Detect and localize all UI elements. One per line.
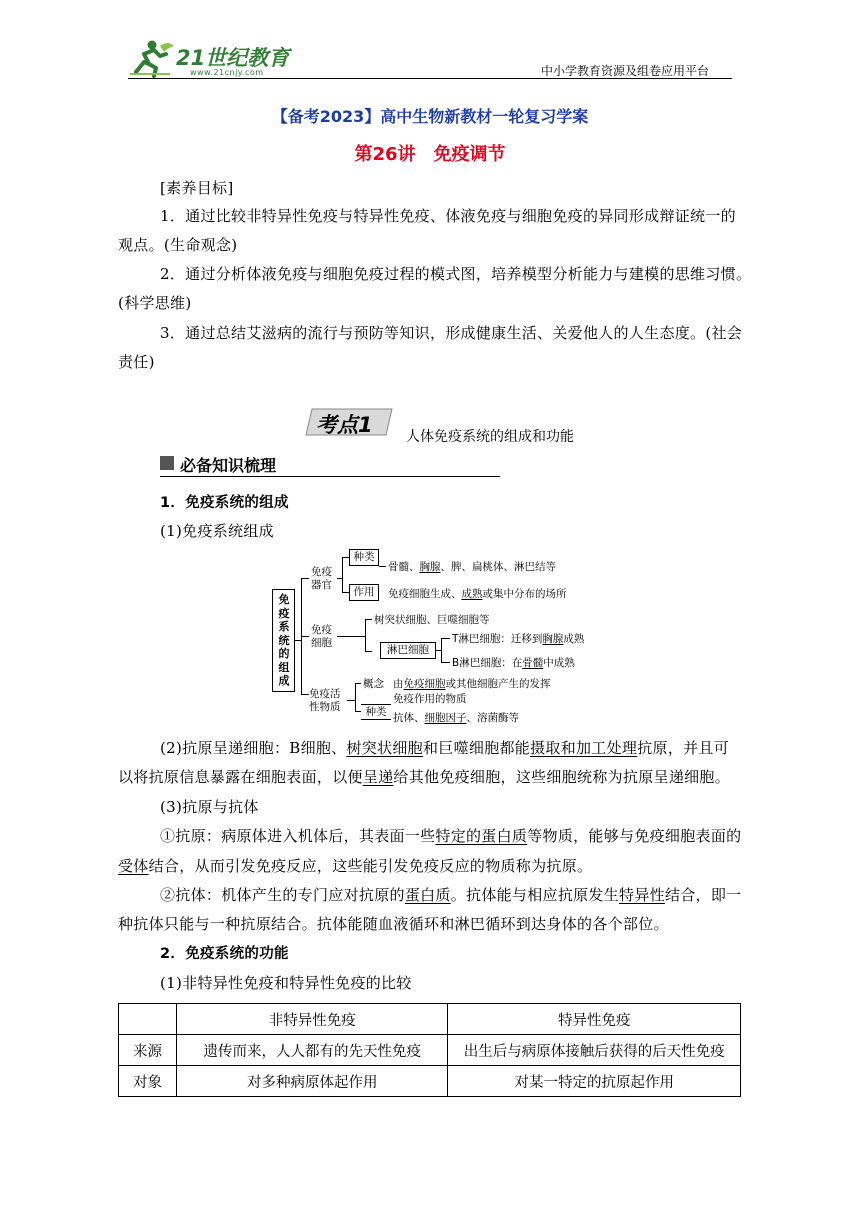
sub-heading-underline: [160, 476, 500, 477]
kind-tag: 种类: [361, 704, 391, 720]
section-badge: [304, 406, 398, 438]
table-row: [119, 1066, 741, 1097]
organ-label: 免疫 器官: [311, 566, 332, 591]
s2-sub1: (1)非特异性免疫和特异性免疫的比较: [160, 974, 412, 992]
site-logo: [130, 38, 300, 82]
antibody-line1: ②抗体：机体产生的专门应对抗原的蛋白质。抗体能与相应抗原发生特异性结合，即一: [160, 886, 742, 904]
logo-url: www.21cnjy.com: [190, 68, 264, 77]
table-header-cell: 非特异性免疫: [176, 1004, 448, 1035]
goal-3-line1: 3．通过总结艾滋病的流行与预防等知识，形成健康生活、关爱他人的人生态度。(社会: [160, 324, 743, 342]
lymph-tag: 淋巴细胞: [380, 642, 436, 659]
goal-3-line2: 责任): [118, 353, 155, 371]
organ-kind-tag: 种类: [349, 549, 379, 566]
t-cell-text: T淋巴细胞：迁移到胸腺成熟: [452, 633, 585, 645]
square-bullet-icon: [160, 456, 174, 470]
antibody-line2: 种抗体只能与一种抗原结合。抗体能随血液循环和淋巴循环到达身体的各个部位。: [118, 915, 669, 933]
cell-apc-text: 树突状细胞、巨噬细胞等: [374, 614, 490, 626]
antigen-line2: 受体结合，从而引发免疫反应，这些能引发免疫反应的物质称为抗原。: [118, 857, 593, 875]
doc-title: 【备考2023】高中生物新教材一轮复习学案: [271, 107, 589, 126]
s1-heading: 1．免疫系统的组成: [160, 495, 289, 511]
organ-use-text: 免疫细胞生成、成熟或集中分布的场所: [388, 588, 567, 600]
s1-sub1: (1)免疫系统组成: [160, 522, 274, 540]
kind-text: 抗体、细胞因子、溶菌酶等: [393, 712, 519, 724]
table-row: [119, 1035, 741, 1066]
lecture-title: 第26讲 免疫调节: [354, 144, 506, 165]
root-label: 免疫系统的组成: [278, 593, 290, 687]
logo-text: 21世纪教育: [176, 46, 290, 70]
header-divider: [128, 78, 732, 79]
antigen-line1: ①抗原：病原体进入机体后，其表面一些特定的蛋白质等物质，能够与免疫细胞表面的: [160, 827, 742, 845]
concept-tag: 概念: [363, 678, 384, 690]
concept-text: 由免疫细胞或其他细胞产生的发挥: [393, 678, 551, 690]
table-header-cell: [119, 1004, 177, 1035]
table-header-row: [119, 1004, 741, 1035]
concept-text-line2: 免疫作用的物质: [393, 693, 467, 705]
goals-heading: [素养目标]: [160, 179, 234, 197]
table-cell: 遗传而来，人人都有的先天性免疫: [176, 1035, 448, 1066]
comparison-table: [118, 1003, 741, 1097]
goal-1-line2: 观点。(生命观念): [118, 236, 238, 254]
organ-kind-text: 骨髓、胸腺、脾、扁桃体、淋巴结等: [388, 561, 556, 573]
p2-line2: 以将抗原信息暴露在细胞表面，以便呈递给其他免疫细胞，这些细胞统称为抗原呈递细胞。: [118, 768, 731, 786]
organ-use-tag: 作用: [349, 584, 379, 601]
sub-heading: 必备知识梳理: [180, 456, 277, 475]
table-cell: 来源: [119, 1035, 177, 1066]
table-header-cell: 特异性免疫: [448, 1004, 741, 1035]
b-cell-text: B淋巴细胞：在骨髓中成熟: [452, 657, 575, 669]
p3-heading: (3)抗原与抗体: [160, 798, 259, 816]
p2-line1: (2)抗原呈递细胞：B细胞、树突状细胞和巨噬细胞都能摄取和加工处理抗原，并且可: [160, 739, 730, 757]
goal-1-line1: 1．通过比较非特异性免疫与特异性免疫、体液免疫与细胞免疫的异同形成辩证统一的: [160, 207, 736, 225]
section-title: 人体免疫系统的组成和功能: [406, 429, 574, 445]
site-name: 中小学教育资源及组卷应用平台: [541, 64, 710, 78]
goal-2-line2: (科学思维): [118, 294, 192, 312]
table-cell: 出生后与病原体接触后获得的后天性免疫: [448, 1035, 741, 1066]
goal-2-line1: 2．通过分析体液免疫与细胞免疫过程的模式图，培养模型分析能力与建模的思维习惯。: [160, 265, 752, 283]
substance-label: 免疫活 性物质: [309, 688, 341, 713]
table-cell: 对某一特定的抗原起作用: [448, 1066, 741, 1097]
table-cell: 对象: [119, 1066, 177, 1097]
table-cell: 对多种病原体起作用: [176, 1066, 448, 1097]
s2-heading: 2．免疫系统的功能: [160, 946, 289, 962]
section-badge-text: 考点1: [316, 413, 373, 437]
cell-label: 免疫 细胞: [311, 624, 332, 649]
